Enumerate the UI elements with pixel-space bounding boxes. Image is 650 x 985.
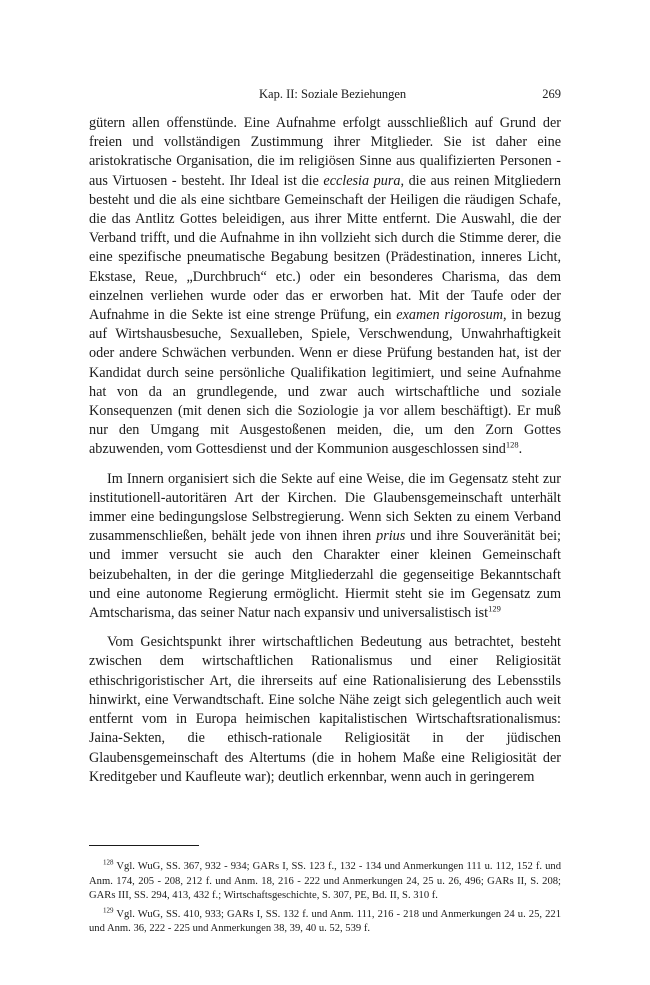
body-text [89, 114, 561, 787]
paragraph-2-text-cont: und ihre Souveränität bei; und immer versucht sie auch den Charakter einer kleinen Gemeinschaft beizubehalten, in der die geringe Mitgliederzahl die gegenseitige Bekanntschaft und eine autonome Regierung ermöglicht. Hiermit steht sie im Gegensatz zum Amtscharisma, das seiner Natur nach expansiv und universalistisch ist [89, 528, 561, 622]
footnote-text: Vgl. WuG, SS. 410, 933; GARs I, SS. 132 f. und Anm. 111, 216 - 218 und Anmerkungen 24 u. 25, 221 und Anm. 36, 222 - 225 und Anmerkungen 38, 39, 40 u. 52, 539 f. [89, 908, 561, 935]
running-title: Kap. II: Soziale Beziehungen [259, 87, 407, 101]
running-head [89, 84, 561, 104]
paragraph-1-text-end: , in bezug auf Wirtshausbesuche, Sexualleben, Spiele, Verschwendung, Unwahrhaftigkeit oder andere Schwächen verbunden. Wenn er diese Prüfung bestanden hat, ist der Kandidat durch seine persönliche Qualifikation legitimiert, und seine Aufnahme hat von da an grundlegende, und zwar auch wirtschaftliche und soziale Konsequenzen (mit denen sich die Soziologie ja vor allem beschäftigt). Er muß nur den Umgang mit Ausgestoßenen meiden, die, um den Zorn Gottes abzuwenden, vom Gottesdienst und der Kommunion ausgeschlossen sind [89, 307, 561, 458]
footnote-ref-129[interactable]: 129 [488, 603, 501, 614]
paragraph-2 [89, 470, 561, 624]
footnotes [89, 860, 561, 937]
footnote-128 [89, 860, 561, 904]
term-ecclesia-pura: ecclesia pura [323, 172, 401, 189]
paragraph-1 [89, 114, 561, 460]
term-examen-rigorosum: examen rigorosum [396, 307, 503, 324]
paragraph-1-text: gütern allen offenstünde. Eine Aufnahme erfolgt ausschließlich auf Grund der freien und vollständigen Zustimmung ihrer Mitglieder. Sie ist daher eine aristokratische Organisation, die im religiösen Sinne aus qualifizierten Personen - aus Virtuosen - besteht. Ihr Ideal ist die [89, 115, 561, 189]
footnote-number: 129 [103, 906, 114, 915]
footnote-divider [89, 845, 199, 846]
page-number: 269 [542, 87, 561, 101]
book-page [89, 84, 561, 937]
footnote-number: 128 [103, 858, 114, 867]
footnote-ref-128[interactable]: 128 [505, 439, 519, 450]
paragraph-3: Vom Gesichtspunkt ihrer wirtschaftlichen Bedeutung aus betrachtet, besteht zwischen dem wirtschaftlichen Rationalismus und einer Religiosität ethischrigoristischer Art, die ihrerseits auf eine Rationalisierung des Lebensstils hinwirkt, eine Verwandtschaft. Eine solche Nähe zeigt sich gelegentlich auch weit entfernt vom in Europa heimischen kapitalistischen Wirtschaftsrationalismus: Jaina-Sekten, die ethisch-rationale Religiosität in der jüdischen Glaubensgemeinschaft des Altertums (die in hohem Maße eine Religiosität der Kreditgeber und Kaufleute war); deutlich erkennbar, wenn auch in geringerem [89, 634, 561, 785]
paragraph-1-text-cont: , die aus reinen Mitgliedern besteht und die als eine sichtbare Gemeinschaft der Heiligen die räudigen Schafe, die das Antlitz Gottes beleidigen, aus ihrer Mitte entfernt. Die Auswahl, die der Verband trifft, und die Aufnahme in ihn vollzieht sich durch die Stimme derer, die eine spezifische pneumatische Begabung besitzen (Prädestination, inneres Licht, Ekstase, Reue, „Durchbruch“ etc.) oder ein besonderes Charisma, das dem einzelnen verliehen wurde oder das er erworben hat. Mit der Taufe oder der Aufnahme in die Sekte ist eine strenge Prüfung, ein [89, 172, 561, 324]
term-prius: prius [376, 528, 406, 545]
footnote-129 [89, 908, 561, 937]
footnote-text: Vgl. WuG, SS. 367, 932 - 934; GARs I, SS. 123 f., 132 - 134 und Anmerkungen 111 u. 112, 152 f. und Anm. 174, 205 - 208, 212 f. und Anm. 18, 216 - 222 und Anmerkungen 24, 25 u. 26, 496; GARs II, S. 208; GARs III, SS. 294, 413, 432 f.; Wirtschaftsgeschichte, S. 307, PE, Bd. II, S. 310 f. [89, 860, 561, 902]
paragraph-1-period: . [518, 441, 523, 458]
paragraph-2-text: Im Innern organisiert sich die Sekte auf eine Weise, die im Gegensatz steht zur institutionell-autoritären Art der Kirchen. Die Glaubensgemeinschaft unterhält immer eine bedingungslose Selbstregierung. Wenn sich Sekten zu einem Verband zusammenschließen, behält jede von ihnen ihren [89, 470, 561, 545]
